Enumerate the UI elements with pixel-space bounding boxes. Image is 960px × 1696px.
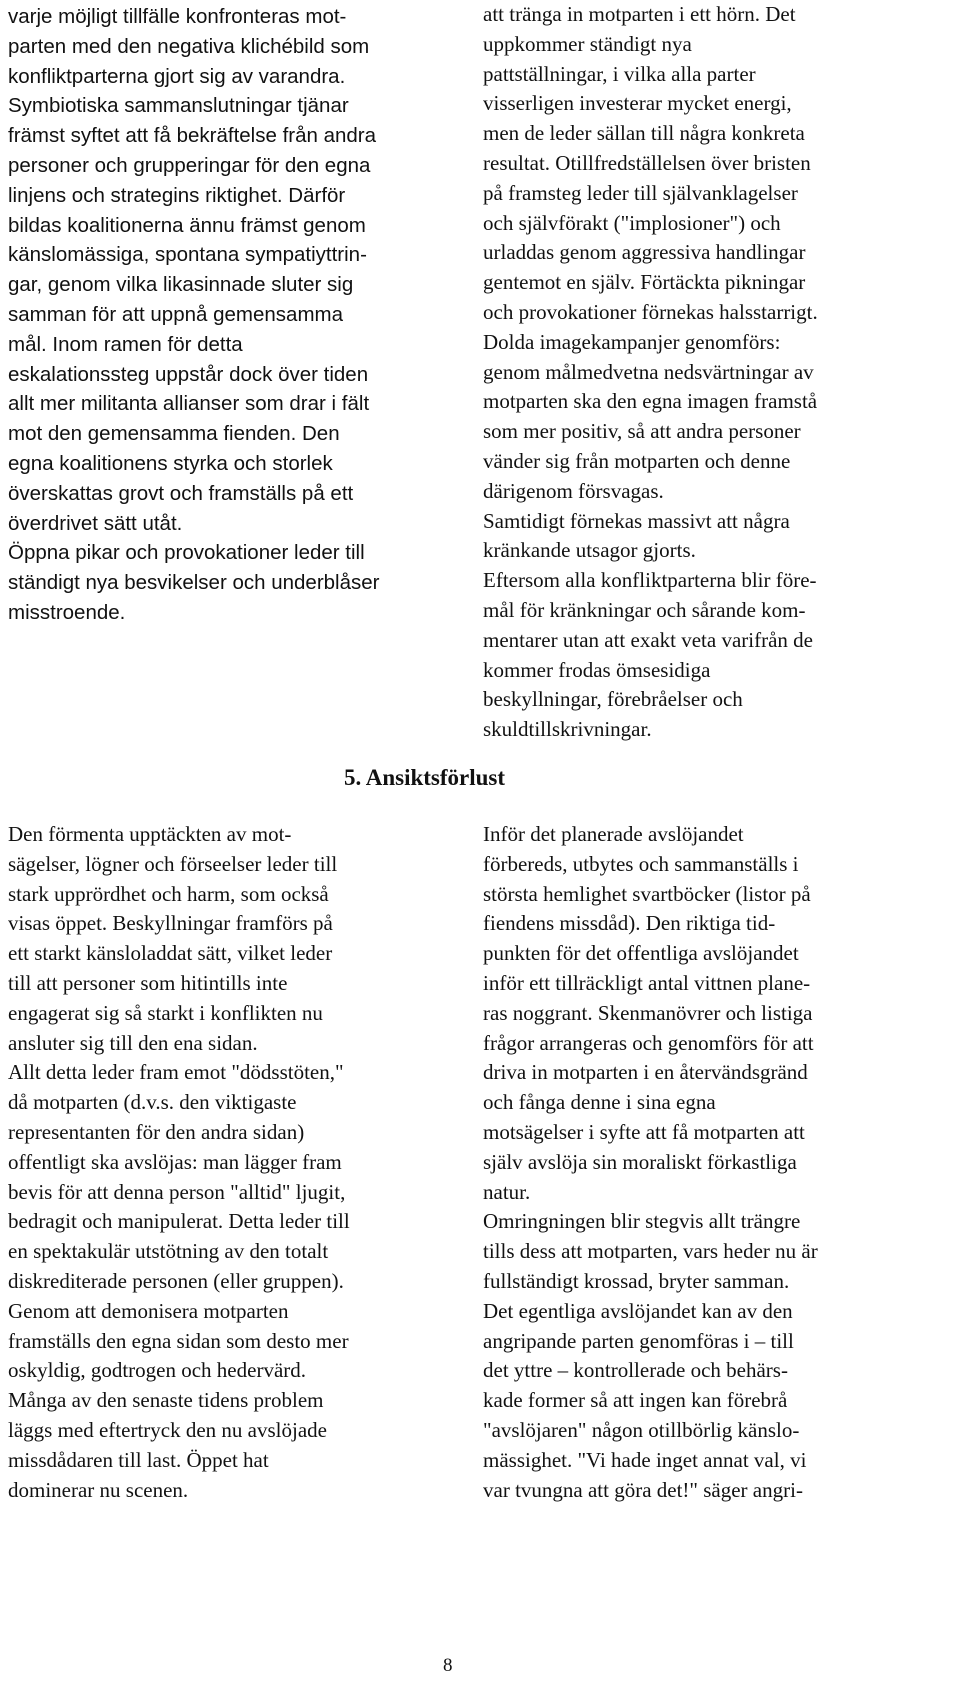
text-line: Symbiotiska sammanslutningar tjänar bbox=[8, 94, 349, 118]
text-line: Allt detta leder fram emot "dödsstöten," bbox=[8, 1060, 344, 1085]
text-line: och fånga denne i sina egna bbox=[483, 1090, 716, 1115]
text-line: då motparten (d.v.s. den viktigaste bbox=[8, 1090, 297, 1115]
text-line: visas öppet. Beskyllningar framförs på bbox=[8, 911, 333, 936]
text-line: mål för kränkningar och sårande kom- bbox=[483, 597, 806, 622]
text-line: Samtidigt förnekas massivt att några bbox=[483, 508, 790, 533]
text-line: Omringningen blir stegvis allt trängre bbox=[483, 1209, 801, 1234]
text-line: en spektakulär utstötning av den totalt bbox=[8, 1239, 329, 1264]
text-line: det yttre – kontrollerade och behärs- bbox=[483, 1358, 788, 1383]
text-line: och självförakt ("implosioner") och bbox=[483, 210, 781, 235]
text-line: frågor arrangeras och genomförs för att bbox=[483, 1030, 814, 1055]
text-line: bildas koalitionerna ännu främst genom bbox=[8, 213, 366, 237]
text-line: mål. Inom ramen för detta bbox=[8, 332, 243, 356]
text-line: mässighet. "Vi hade inget annat val, vi bbox=[483, 1447, 807, 1472]
text-line: ett starkt känsloladdat sätt, vilket leder bbox=[8, 941, 333, 966]
text-line: punkten för det offentliga avslöjandet bbox=[483, 941, 799, 966]
text-line: ansluter sig till den ena sidan. bbox=[8, 1030, 258, 1055]
text-line: varje möjligt tillfälle konfronteras mot- bbox=[8, 5, 347, 28]
text-line: offentligt ska avslöjas: man lägger fram bbox=[8, 1149, 342, 1174]
text-line: oskyldig, godtrogen och hedervärd. bbox=[8, 1358, 307, 1383]
text-line: representanten för den andra sidan) bbox=[8, 1119, 305, 1144]
text-line: till att personer som hitintills inte bbox=[8, 970, 288, 995]
text-line: främst syftet att få bekräftelse från andra bbox=[8, 124, 377, 148]
section-heading: 5. Ansiktsförlust bbox=[344, 765, 506, 790]
text-line: och provokationer förnekas halsstarrigt. bbox=[483, 299, 818, 324]
page-number: 8 bbox=[443, 1655, 453, 1676]
text-line: läggs med eftertryck den nu avslöjade bbox=[8, 1417, 327, 1442]
text-line: dominerar nu scenen. bbox=[8, 1477, 189, 1502]
text-line: personer och grupperingar för den egna bbox=[8, 153, 371, 177]
text-line: tills dess att motparten, vars heder nu är bbox=[483, 1239, 818, 1264]
text-line: misstroende. bbox=[8, 600, 126, 624]
text-column-top-left bbox=[8, 2, 438, 628]
text-line: överskattas grovt och framställs på ett bbox=[8, 481, 354, 505]
text-line: linjens och strategins riktighet. Därför bbox=[8, 183, 346, 207]
text-line: mot den gemensamma fienden. Den bbox=[8, 422, 340, 446]
text-line: Öppna pikar och provokationer leder till bbox=[8, 541, 365, 565]
text-line: Många av den senaste tidens problem bbox=[8, 1388, 324, 1413]
text-line: uppkommer ständigt nya bbox=[483, 31, 692, 56]
text-line: beskyllningar, förebråelser och bbox=[483, 687, 743, 712]
text-column-bottom-right bbox=[483, 820, 953, 1505]
text-line: visserligen investerar mycket energi, bbox=[483, 91, 792, 116]
text-line: motparten ska den egna imagen framstå bbox=[483, 389, 818, 414]
text-line: samman för att uppnå gemensamma bbox=[8, 302, 343, 326]
text-line: gentemot en själv. Förtäckta pikningar bbox=[483, 270, 806, 295]
text-line: vänder sig från motparten och denne bbox=[483, 448, 791, 473]
text-line: engagerat sig så starkt i konflikten nu bbox=[8, 1000, 323, 1025]
text-line: största hemlighet svartböcker (listor på bbox=[483, 881, 811, 906]
text-line: kommer frodas ömsesidiga bbox=[483, 657, 711, 682]
text-line: ständigt nya besvikelser och underblåser bbox=[8, 571, 380, 595]
text-column-bottom-left bbox=[8, 820, 448, 1505]
text-line: urladdas genom aggressiva handlingar bbox=[483, 240, 806, 265]
text-line: stark upprördhet och harm, som också bbox=[8, 881, 329, 906]
text-line: kade former så att ingen kan förebrå bbox=[483, 1388, 788, 1413]
text-line: känslomässiga, spontana sympatiyttrin- bbox=[8, 243, 367, 267]
text-line: Det egentliga avslöjandet kan av den bbox=[483, 1298, 793, 1323]
text-line: som mer positiv, så att andra personer bbox=[483, 419, 801, 444]
text-line: att tränga in motparten i ett hörn. Det bbox=[483, 2, 796, 26]
text-line: själv avslöja sin moraliskt förkastliga bbox=[483, 1149, 797, 1174]
text-line: framställs den egna sidan som desto mer bbox=[8, 1328, 349, 1353]
text-line: skuldtillskrivningar. bbox=[483, 717, 652, 742]
text-line: ras noggrant. Skenmanövrer och listiga bbox=[483, 1000, 813, 1025]
text-line: genom målmedvetna nedsvärtningar av bbox=[483, 359, 814, 384]
text-line: allt mer militanta allianser som drar i fält bbox=[8, 392, 370, 416]
text-line: Inför det planerade avslöjandet bbox=[483, 822, 744, 846]
text-line: bedragit och manipulerat. Detta leder till bbox=[8, 1209, 350, 1234]
text-line: Dolda imagekampanjer genomförs: bbox=[483, 329, 781, 354]
text-line: missdådaren till last. Öppet hat bbox=[8, 1447, 269, 1472]
text-line: men de leder sällan till några konkreta bbox=[483, 121, 805, 146]
text-line: Eftersom alla konfliktparterna blir före- bbox=[483, 568, 817, 593]
text-line: egna koalitionens styrka och storlek bbox=[8, 451, 333, 475]
text-line: bevis för att denna person "alltid" ljugit, bbox=[8, 1179, 346, 1204]
text-line: fullständigt krossad, bryter samman. bbox=[483, 1268, 790, 1293]
text-line: konfliktparterna gjort sig av varandra. bbox=[8, 64, 346, 88]
text-line: var tvungna att göra det!" säger angri- bbox=[483, 1477, 803, 1502]
text-line: "avslöjaren" någon otillbörlig känslo- bbox=[483, 1417, 800, 1442]
text-line: Genom att demonisera motparten bbox=[8, 1298, 289, 1323]
text-line: driva in motparten i en återvändsgränd bbox=[483, 1060, 808, 1085]
text-line: därigenom försvagas. bbox=[483, 478, 664, 503]
text-line: förbereds, utbytes och sammanställs i bbox=[483, 851, 799, 876]
text-line: parten med den negativa klichébild som bbox=[8, 34, 370, 58]
text-line: fiendens missdåd). Den riktiga tid- bbox=[483, 911, 776, 936]
text-line: överdrivet sätt utåt. bbox=[8, 511, 183, 535]
text-line: resultat. Otillfredställelsen över bristen bbox=[483, 150, 811, 175]
text-line: eskalationssteg uppstår dock över tiden bbox=[8, 362, 369, 386]
text-line: angripande parten genomföras i – till bbox=[483, 1328, 794, 1353]
text-line: sägelser, lögner och förseelser leder till bbox=[8, 851, 338, 876]
text-line: mentarer utan att exakt veta varifrån de bbox=[483, 627, 813, 652]
text-line: kränkande utsagor gjorts. bbox=[483, 538, 696, 563]
text-line: natur. bbox=[483, 1179, 531, 1204]
text-line: gar, genom vilka likasinnade sluter sig bbox=[8, 273, 354, 297]
text-column-top-right bbox=[483, 0, 953, 745]
text-line: inför ett tillräckligt antal vittnen plane- bbox=[483, 970, 811, 995]
text-line: diskrediterade personen (eller gruppen). bbox=[8, 1268, 344, 1293]
text-line: på framsteg leder till självanklagelser bbox=[483, 180, 798, 205]
text-line: Den förmenta upptäckten av mot- bbox=[8, 822, 292, 846]
text-line: pattställningar, i vilka alla parter bbox=[483, 61, 756, 86]
text-line: motsägelser i syfte att få motparten att bbox=[483, 1119, 805, 1144]
